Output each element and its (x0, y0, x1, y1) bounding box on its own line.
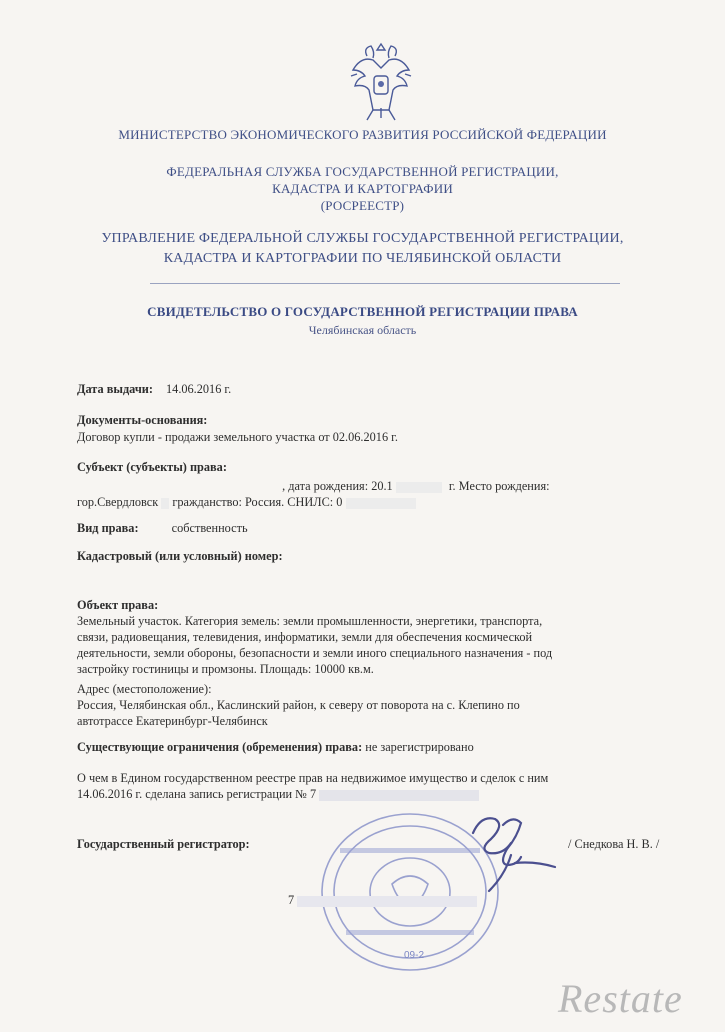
address-line: автотрассе Екатеринбург-Челябинск (77, 714, 268, 728)
registrar-name: / Снедкова Н. В. / (568, 837, 660, 851)
stamp-number: 09-2 (404, 950, 425, 961)
object-line: застройку гостиницы и промзоны. Площадь: 10000 кв.м. (77, 662, 374, 676)
service-line-3: (РОСРЕЕСТР) (320, 198, 405, 213)
office-name (40, 229, 685, 269)
ministry-name: МИНИСТЕРСТВО ЭКОНОМИЧЕСКОГО РАЗВИТИЯ РОССИЙСКОЙ ФЕДЕРАЦИИ (118, 127, 607, 142)
header-divider (150, 283, 620, 284)
office-line-2: КАДАСТРА И КАРТОГРАФИИ ПО ЧЕЛЯБИНСКОЙ ОБЛАСТИ (163, 251, 562, 266)
office-line-1: УПРАВЛЕНИЕ ФЕДЕРАЛЬНОЙ СЛУЖБЫ ГОСУДАРСТВЕННОЙ РЕГИСТРАЦИИ, (101, 231, 624, 246)
subject-line-1 (77, 479, 550, 494)
subject-birth-date: , дата рождения: 20.1 (282, 479, 393, 493)
signature-icon (445, 803, 565, 898)
subject-line-2 (77, 495, 416, 510)
issue-date-label: Дата выдачи: (77, 382, 153, 396)
redacted-name (77, 482, 279, 493)
cadastral-label: Кадастровый (или условный) номер: (77, 549, 283, 563)
redacted-form-number (297, 896, 477, 907)
service-line-1: ФЕДЕРАЛЬНАЯ СЛУЖБА ГОСУДАРСТВЕННОЙ РЕГИСТРАЦИИ, (166, 164, 559, 179)
service-line-2: КАДАСТРА И КАРТОГРАФИИ (272, 181, 453, 196)
subject-label: Субъект (субъекты) права: (77, 460, 227, 474)
issue-date-value: 14.06.2016 г. (166, 382, 232, 396)
object-line: связи, радиовещания, телевидения, информатики, земли для обеспечения космической (77, 630, 533, 644)
issue-date-row (77, 382, 231, 397)
basis-value: Договор купли - продажи земельного участка от 02.06.2016 г. (77, 430, 398, 444)
right-type-row (77, 521, 248, 536)
document-region: Челябинская область (308, 323, 417, 337)
basis-label: Документы-основания: (77, 413, 208, 427)
subject-citizenship: гражданство: Россия. СНИЛС: 0 (172, 495, 343, 509)
registry-record: 14.06.2016 г. сделана запись регистрации № 7 (77, 787, 317, 801)
redacted-birth-date (396, 482, 442, 493)
document-title: СВИДЕТЕЛЬСТВО О ГОСУДАРСТВЕННОЙ РЕГИСТРАЦИИ ПРАВА (147, 304, 578, 319)
registrar-label: Государственный регистратор: (77, 837, 250, 851)
form-number (288, 893, 477, 908)
encumbrance-row (77, 740, 474, 755)
object-line: деятельности, земли обороны, безопасности и земли иного специального назначения - под (77, 646, 553, 660)
encumbrance-value: не зарегистрировано (365, 740, 474, 754)
service-name (40, 163, 685, 214)
form-number-digit: 7 (288, 893, 295, 907)
subject-birth-place: гор.Свердловск (77, 495, 159, 509)
subject-birth-place-label: г. Место рождения: (448, 479, 550, 493)
right-type-label: Вид права: (77, 521, 139, 535)
object-label: Объект права: (77, 598, 159, 612)
object-line: Земельный участок. Категория земель: земли промышленности, энергетики, транспорта, (77, 614, 543, 628)
address-label: Адрес (местоположение): (77, 682, 212, 696)
coat-of-arms-icon (343, 40, 419, 126)
encumbrance-label: Существующие ограничения (обременения) права: (77, 740, 363, 754)
redacted-snils (346, 498, 416, 509)
registry-line-1: О чем в Едином государственном реестре прав на недвижимое имущество и сделок с ним (77, 771, 549, 785)
watermark: Restate (558, 976, 683, 1021)
redacted-fragment (161, 498, 169, 509)
right-type-value: собственность (171, 521, 248, 535)
address-line: Россия, Челябинская обл., Каслинский район, к северу от поворота на с. Клепино по (77, 698, 520, 712)
